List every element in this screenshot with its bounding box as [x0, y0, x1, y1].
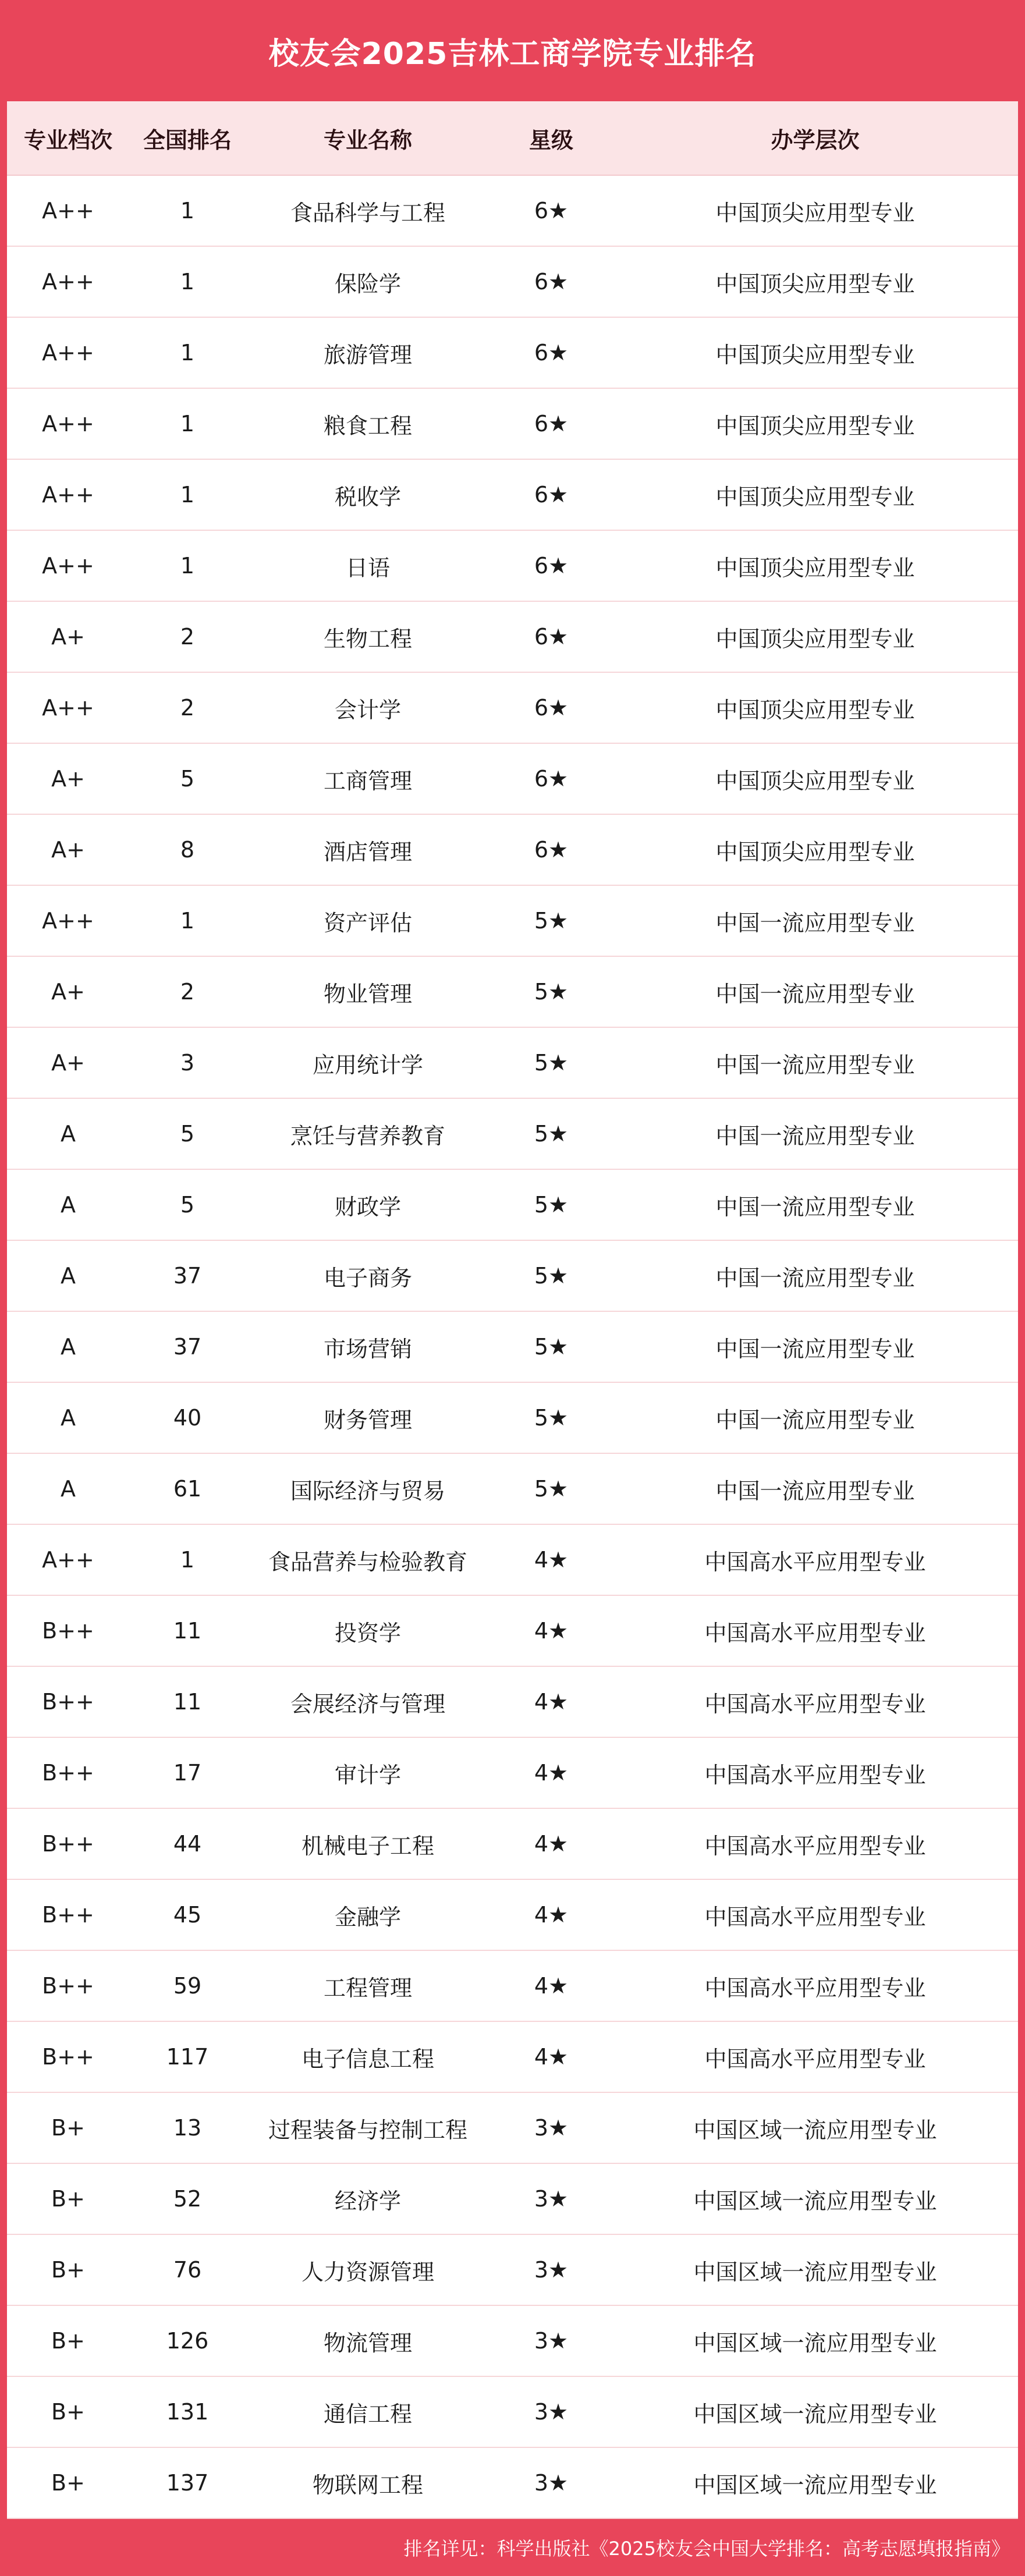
level-cell: A++	[42, 1547, 94, 1573]
tier-cell: 中国顶尖应用型专业	[715, 768, 915, 794]
tier-cell: 中国顶尖应用型专业	[715, 484, 915, 510]
table-row	[7, 176, 1018, 247]
rank-cell: 59	[173, 1973, 202, 1999]
level-cell: A++	[42, 908, 94, 934]
rank-cell: 2	[180, 695, 195, 721]
stars-cell: 4★	[534, 1547, 569, 1573]
table-row	[7, 1880, 1018, 1951]
table-row	[7, 247, 1018, 318]
header-tier: 办学层次	[771, 127, 860, 153]
level-cell: B++	[42, 1831, 94, 1857]
header-stars: 星级	[529, 127, 573, 153]
tier-cell: 中国顶尖应用型专业	[715, 200, 915, 226]
table-row	[7, 1454, 1018, 1525]
rank-cell: 45	[173, 1902, 202, 1928]
table-row	[7, 1241, 1018, 1312]
rank-cell: 17	[173, 1760, 202, 1786]
table-row	[7, 531, 1018, 602]
stars-cell: 4★	[534, 1618, 569, 1644]
table-row	[7, 1596, 1018, 1667]
tier-cell: 中国一流应用型专业	[715, 1336, 915, 1362]
major-cell: 电子信息工程	[301, 2046, 434, 2072]
table-row	[7, 2093, 1018, 2164]
level-cell: A++	[42, 198, 94, 223]
table-row	[7, 1099, 1018, 1170]
tier-cell: 中国顶尖应用型专业	[715, 626, 915, 652]
tier-cell: 中国一流应用型专业	[715, 1123, 915, 1149]
tier-cell: 中国区域一流应用型专业	[693, 2259, 937, 2285]
rank-cell: 44	[173, 1831, 202, 1857]
major-cell: 财务管理	[323, 1407, 412, 1433]
stars-cell: 6★	[534, 482, 569, 508]
major-cell: 工商管理	[323, 768, 412, 794]
major-cell: 会展经济与管理	[290, 1691, 445, 1717]
table-row	[7, 602, 1018, 673]
rank-cell: 5	[180, 1121, 195, 1147]
ranking-table	[7, 101, 1018, 2519]
stars-cell: 3★	[534, 2399, 569, 2425]
major-cell: 过程装备与控制工程	[268, 2117, 467, 2143]
rank-cell: 11	[173, 1689, 202, 1715]
level-cell: B+	[51, 2328, 85, 2354]
stars-cell: 5★	[534, 979, 569, 1005]
major-cell: 电子商务	[323, 1265, 412, 1291]
level-cell: A++	[42, 269, 94, 294]
table-body	[7, 176, 1018, 2519]
tier-cell: 中国顶尖应用型专业	[715, 271, 915, 297]
table-row	[7, 2235, 1018, 2306]
tier-cell: 中国高水平应用型专业	[704, 1975, 926, 2001]
rank-cell: 52	[173, 2186, 202, 2212]
tier-cell: 中国高水平应用型专业	[704, 1620, 926, 1646]
level-cell: A	[61, 1334, 76, 1360]
level-cell: B++	[42, 1760, 94, 1786]
tier-cell: 中国一流应用型专业	[715, 1052, 915, 1078]
level-cell: B++	[42, 1973, 94, 1999]
level-cell: A+	[51, 766, 85, 792]
stars-cell: 5★	[534, 1050, 569, 1076]
source-note: 排名详见：科学出版社《2025校友会中国大学排名：高考志愿填报指南》	[403, 2538, 1010, 2560]
rank-cell: 126	[166, 2328, 209, 2354]
tier-cell: 中国顶尖应用型专业	[715, 697, 915, 723]
level-cell: A++	[42, 340, 94, 366]
rank-cell: 11	[173, 1618, 202, 1644]
tier-cell: 中国一流应用型专业	[715, 1407, 915, 1433]
stars-cell: 6★	[534, 837, 569, 863]
table-row	[7, 673, 1018, 744]
stars-cell: 3★	[534, 2115, 569, 2141]
major-cell: 烹饪与营养教育	[290, 1123, 445, 1149]
major-cell: 市场营销	[323, 1336, 412, 1362]
tier-cell: 中国顶尖应用型专业	[715, 342, 915, 368]
stars-cell: 5★	[534, 1405, 569, 1431]
level-cell: A++	[42, 411, 94, 437]
major-cell: 资产评估	[323, 910, 412, 936]
tier-cell: 中国高水平应用型专业	[704, 1691, 926, 1717]
major-cell: 物联网工程	[312, 2472, 423, 2498]
rank-cell: 13	[173, 2115, 202, 2141]
tier-cell: 中国顶尖应用型专业	[715, 413, 915, 439]
rank-cell: 2	[180, 624, 195, 650]
major-cell: 财政学	[334, 1194, 401, 1220]
major-cell: 酒店管理	[323, 839, 412, 865]
level-cell: A+	[51, 624, 85, 650]
major-cell: 物流管理	[323, 2330, 412, 2356]
major-cell: 食品科学与工程	[290, 200, 445, 226]
stars-cell: 4★	[534, 1902, 569, 1928]
rank-cell: 1	[180, 482, 195, 508]
level-cell: A	[61, 1192, 76, 1218]
tier-cell: 中国高水平应用型专业	[704, 1762, 926, 1788]
tier-cell: 中国一流应用型专业	[715, 1478, 915, 1504]
stars-cell: 5★	[534, 1192, 569, 1218]
table-row	[7, 1809, 1018, 1880]
level-cell: A+	[51, 979, 85, 1005]
stars-cell: 6★	[534, 340, 569, 366]
major-cell: 人力资源管理	[301, 2259, 434, 2285]
tier-cell: 中国顶尖应用型专业	[715, 839, 915, 865]
table-row	[7, 2377, 1018, 2448]
table-row	[7, 2306, 1018, 2377]
major-cell: 机械电子工程	[301, 1833, 434, 1859]
rank-cell: 40	[173, 1405, 202, 1431]
header-rank: 全国排名	[143, 127, 232, 153]
tier-cell: 中国一流应用型专业	[715, 981, 915, 1007]
major-cell: 经济学	[334, 2188, 401, 2214]
major-cell: 会计学	[334, 697, 401, 723]
level-cell: B++	[42, 1902, 94, 1928]
stars-cell: 6★	[534, 695, 569, 721]
table-row	[7, 2164, 1018, 2235]
level-cell: B+	[51, 2399, 85, 2425]
level-cell: B+	[51, 2257, 85, 2283]
level-cell: A++	[42, 553, 94, 579]
table-row	[7, 744, 1018, 815]
level-cell: A++	[42, 482, 94, 508]
table-row	[7, 1525, 1018, 1596]
tier-cell: 中国区域一流应用型专业	[693, 2330, 937, 2356]
stars-cell: 5★	[534, 1121, 569, 1147]
table-row	[7, 1738, 1018, 1809]
stars-cell: 4★	[534, 1973, 569, 1999]
table-row	[7, 957, 1018, 1028]
major-cell: 粮食工程	[323, 413, 412, 439]
stars-cell: 4★	[534, 1760, 569, 1786]
level-cell: B++	[42, 1618, 94, 1644]
rank-cell: 131	[166, 2399, 209, 2425]
table-row	[7, 2448, 1018, 2519]
stars-cell: 6★	[534, 411, 569, 437]
level-cell: B++	[42, 2044, 94, 2070]
major-cell: 日语	[345, 555, 390, 581]
level-cell: A+	[51, 1050, 85, 1076]
rank-cell: 37	[173, 1334, 202, 1360]
stars-cell: 3★	[534, 2470, 569, 2496]
level-cell: A	[61, 1121, 76, 1147]
table-row	[7, 1951, 1018, 2022]
major-cell: 应用统计学	[312, 1052, 423, 1078]
table-row	[7, 460, 1018, 531]
page-title: 校友会2025吉林工商学院专业排名	[268, 36, 757, 72]
level-cell: B+	[51, 2470, 85, 2496]
tier-cell: 中国一流应用型专业	[715, 1265, 915, 1291]
stars-cell: 5★	[534, 908, 569, 934]
level-cell: A+	[51, 837, 85, 863]
table-row	[7, 389, 1018, 460]
table-header	[7, 101, 1018, 176]
major-cell: 金融学	[334, 1904, 401, 1930]
rank-cell: 1	[180, 340, 195, 366]
tier-cell: 中国一流应用型专业	[715, 910, 915, 936]
level-cell: B++	[42, 1689, 94, 1715]
table-row	[7, 886, 1018, 957]
level-cell: A	[61, 1405, 76, 1431]
table-row	[7, 2022, 1018, 2093]
stars-cell: 3★	[534, 2328, 569, 2354]
level-cell: A++	[42, 695, 94, 721]
stars-cell: 6★	[534, 553, 569, 579]
stars-cell: 3★	[534, 2257, 569, 2283]
tier-cell: 中国区域一流应用型专业	[693, 2117, 937, 2143]
major-cell: 审计学	[334, 1762, 401, 1788]
rank-cell: 61	[173, 1476, 202, 1502]
stars-cell: 5★	[534, 1334, 569, 1360]
stars-cell: 6★	[534, 198, 569, 223]
rank-cell: 137	[166, 2470, 209, 2496]
major-cell: 国际经济与贸易	[290, 1478, 445, 1504]
major-cell: 物业管理	[323, 981, 412, 1007]
stars-cell: 6★	[534, 624, 569, 650]
major-cell: 工程管理	[323, 1975, 412, 2001]
rank-cell: 1	[180, 553, 195, 579]
stars-cell: 3★	[534, 2186, 569, 2212]
major-cell: 生物工程	[323, 626, 412, 652]
level-cell: A	[61, 1263, 76, 1289]
rank-cell: 3	[180, 1050, 195, 1076]
tier-cell: 中国区域一流应用型专业	[693, 2401, 937, 2427]
stars-cell: 4★	[534, 1689, 569, 1715]
tier-cell: 中国高水平应用型专业	[704, 1904, 926, 1930]
table-row	[7, 1383, 1018, 1454]
rank-cell: 1	[180, 908, 195, 934]
major-cell: 保险学	[334, 271, 401, 297]
rank-cell: 2	[180, 979, 195, 1005]
level-cell: B+	[51, 2186, 85, 2212]
major-cell: 税收学	[334, 484, 401, 510]
rank-cell: 1	[180, 198, 195, 223]
level-cell: B+	[51, 2115, 85, 2141]
header-major: 专业名称	[323, 127, 412, 153]
tier-cell: 中国区域一流应用型专业	[693, 2472, 937, 2498]
rank-cell: 37	[173, 1263, 202, 1289]
stars-cell: 5★	[534, 1263, 569, 1289]
major-cell: 通信工程	[323, 2401, 412, 2427]
tier-cell: 中国高水平应用型专业	[704, 2046, 926, 2072]
tier-cell: 中国高水平应用型专业	[704, 1833, 926, 1859]
table-row	[7, 318, 1018, 389]
table-row	[7, 1170, 1018, 1241]
major-cell: 旅游管理	[323, 342, 412, 368]
major-cell: 食品营养与检验教育	[268, 1549, 467, 1575]
tier-cell: 中国高水平应用型专业	[704, 1549, 926, 1575]
rank-cell: 8	[180, 837, 195, 863]
table-row	[7, 1667, 1018, 1738]
stars-cell: 6★	[534, 269, 569, 294]
header-level: 专业档次	[23, 127, 112, 153]
stars-cell: 4★	[534, 2044, 569, 2070]
stars-cell: 4★	[534, 1831, 569, 1857]
rank-cell: 1	[180, 269, 195, 294]
rank-cell: 5	[180, 766, 195, 792]
rank-cell: 76	[173, 2257, 202, 2283]
tier-cell: 中国一流应用型专业	[715, 1194, 915, 1220]
table-row	[7, 1312, 1018, 1383]
rank-cell: 1	[180, 411, 195, 437]
tier-cell: 中国区域一流应用型专业	[693, 2188, 937, 2214]
tier-cell: 中国顶尖应用型专业	[715, 555, 915, 581]
stars-cell: 6★	[534, 766, 569, 792]
stars-cell: 5★	[534, 1476, 569, 1502]
table-row	[7, 815, 1018, 886]
rank-cell: 117	[166, 2044, 209, 2070]
major-cell: 投资学	[334, 1620, 401, 1646]
rank-cell: 1	[180, 1547, 195, 1573]
level-cell: A	[61, 1476, 76, 1502]
rank-cell: 5	[180, 1192, 195, 1218]
table-row	[7, 1028, 1018, 1099]
